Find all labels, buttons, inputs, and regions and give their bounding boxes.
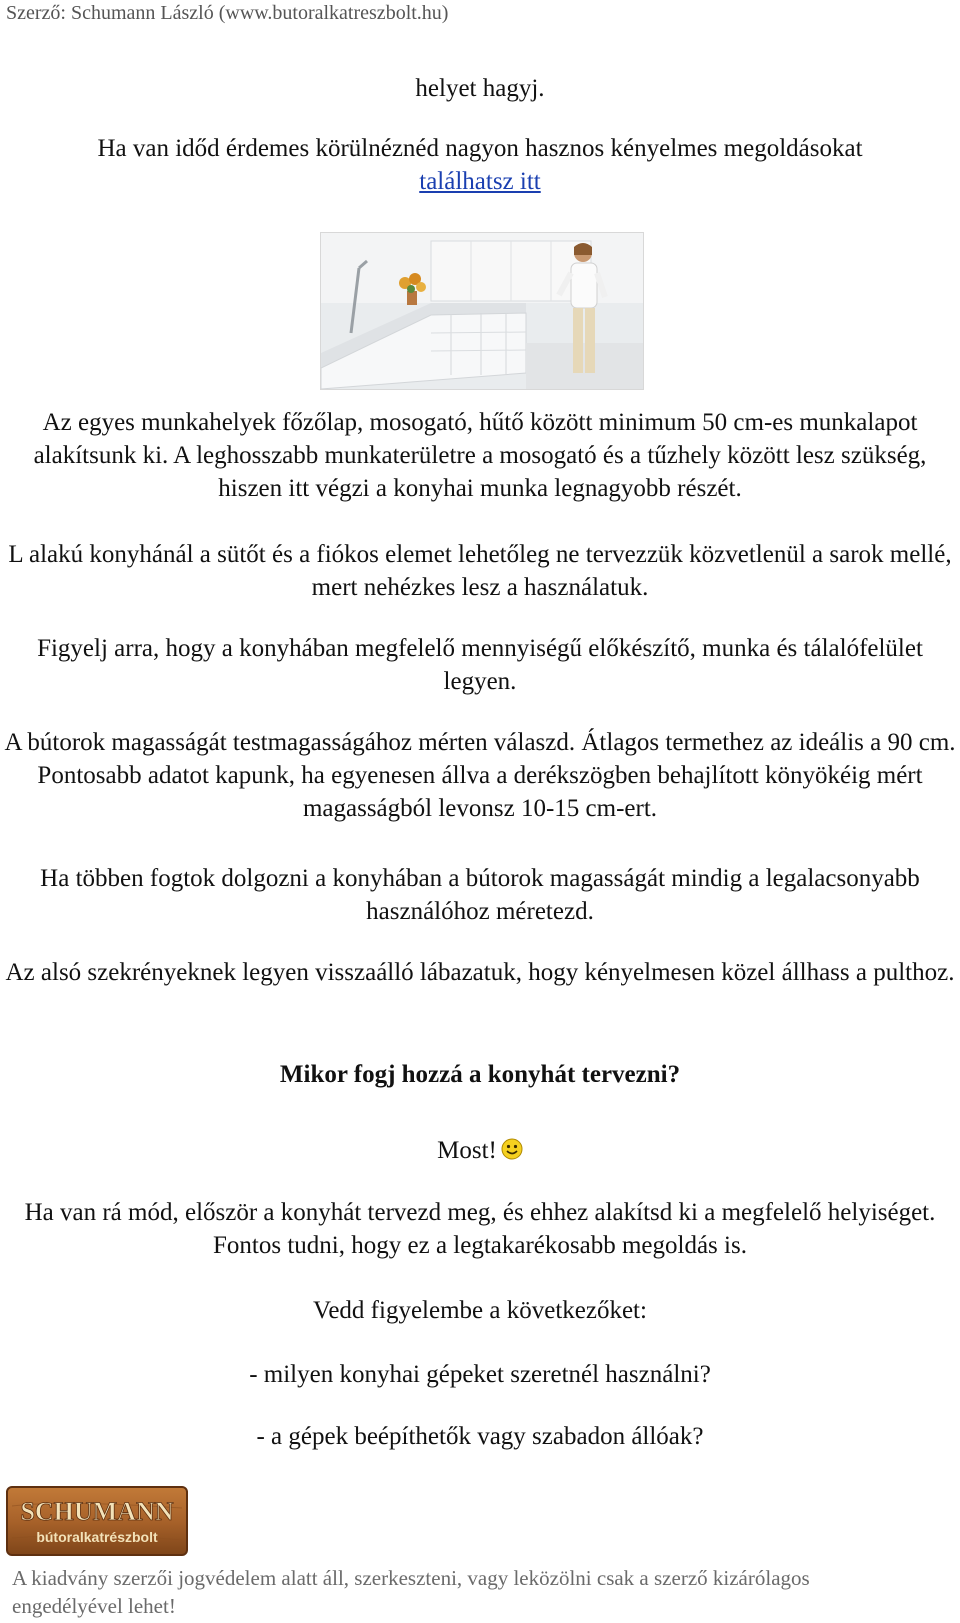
paragraph-multiple: Ha többen fogtok dolgozni a konyhában a bútorok magasságát mindig a legalacsonyabb használóhoz méretezd. [40, 865, 920, 925]
logo-subtitle: bútoralkatrészbolt [36, 1529, 158, 1545]
browse-link[interactable]: találhatsz itt [419, 168, 541, 195]
bullet-machines: - milyen konyhai gépeket szeretnél használni? [249, 1361, 711, 1388]
paragraph-browse [0, 132, 960, 198]
paragraph-plinth: Az alsó szekrényeknek legyen visszaálló lábazatuk, hogy kényelmesen közel állhass a pulthoz. [5, 959, 955, 986]
paragraph-lshape: L alakú konyhánál a sütőt és a fiókos elemet lehetőleg ne tervezzük közvetlenül a sarok mellé, mert nehézkes lesz a használatuk. [8, 541, 952, 601]
paragraph-height: A bútorok magasságát testmagasságához mérten válaszd. Átlagos termethez az ideális a 90 cm. Pontosabb adatot kapunk, ha egyenesen állva a derékszögben behajlított könyökéig mért magasságból levonsz 10-15 cm-ert. [4, 729, 956, 822]
paragraph-first: Ha van rá mód, először a konyhát tervezd meg, és ehhez alakítsd ki a megfelelő helyiséget. Fontos tudni, hogy ez a legtakarékosabb megoldás is. [24, 1199, 936, 1259]
heading-when: Mikor fogj hozzá a konyhát tervezni? [279, 1061, 681, 1088]
now-text: Most! [437, 1137, 497, 1164]
paragraph-workspace: Az egyes munkahelyek főzőlap, mosogató, hűtő között minimum 50 cm-es munkalapot alakítsunk ki. A leghosszabb munkaterületre a mosogató és a tűzhely között lesz szükség, hiszen itt végzi a konyhai munka legnagyobb részét. [33, 409, 927, 502]
logo-name: SCHUMANN [20, 1497, 174, 1526]
author-header: Szerző: Schumann László (www.butoralkatreszbolt.hu) [6, 2, 449, 24]
schumann-logo [6, 1486, 188, 1556]
paragraph-now [0, 1134, 960, 1167]
copyright-footer: A kiadvány szerzői jogvédelem alatt áll, szerkeszteni, vagy leközölni csak a szerző kizárólagos engedélyével lehet! [12, 1566, 810, 1618]
smiley-icon [501, 1138, 523, 1160]
paragraph-intro-end: helyet hagyj. [415, 75, 545, 102]
paragraph-consider: Vedd figyelembe a következőket: [313, 1297, 647, 1324]
browse-text: Ha van időd érdemes körülnéznéd nagyon hasznos kényelmes megoldásokat [97, 135, 863, 162]
bullet-builtin: - a gépek beépíthetők vagy szabadon állóak? [256, 1423, 704, 1450]
paragraph-surfaces: Figyelj arra, hogy a konyhában megfelelő mennyiségű előkészítő, munka és tálalófelület legyen. [37, 635, 923, 695]
kitchen-photo [320, 232, 644, 390]
